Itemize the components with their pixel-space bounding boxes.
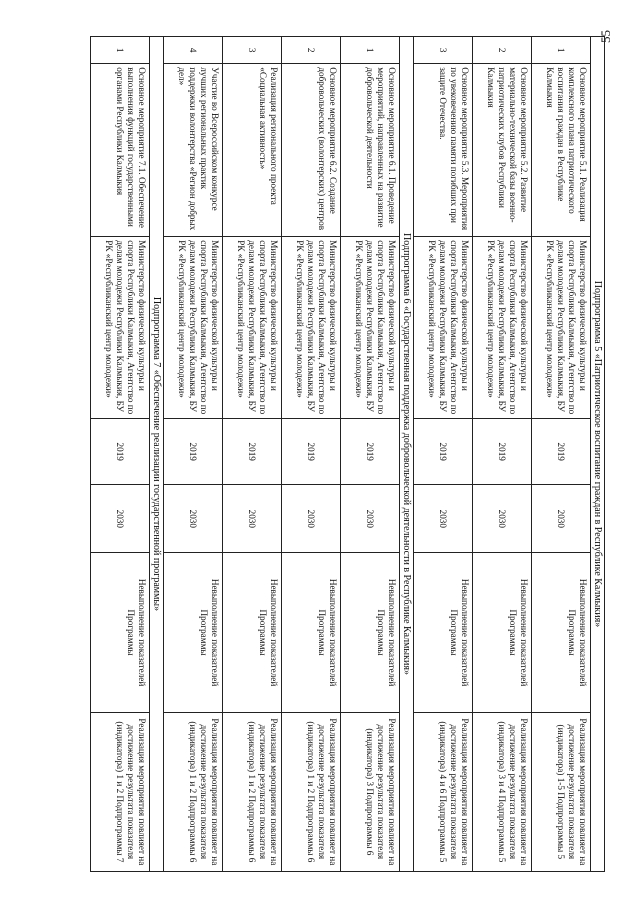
row-number: 2 bbox=[282, 37, 341, 64]
table-body bbox=[91, 37, 605, 872]
effect-cell: Невыполнение показателей Программы bbox=[282, 553, 341, 712]
measure-cell: Основное мероприятие 7.1. Обеспечение выполнения функций государственными органами Республики Калмыкия bbox=[91, 64, 150, 237]
executor-cell: Министерство физической культуры и спорта Республики Калмыкия, Агентство по делам молодежи Республики Калмыкия, БУ РК «Республиканский центр молодежи» bbox=[223, 237, 282, 419]
start-year-cell: 2019 bbox=[532, 419, 591, 485]
end-year-cell: 2030 bbox=[341, 485, 400, 553]
effect-cell: Невыполнение показателей Программы bbox=[473, 553, 532, 712]
end-year-cell: 2030 bbox=[414, 485, 473, 553]
measure-cell: Основное мероприятие 5.2. Развитие материально-технической базы военно-патриотических клубов Республики Калмыкия bbox=[473, 64, 532, 237]
page-number: 55 bbox=[598, 30, 613, 43]
end-year-cell: 2030 bbox=[282, 485, 341, 553]
measure-cell: Основное мероприятие 6.1. Проведение мероприятий, направленных на развитие добровольческой деятельности bbox=[341, 64, 400, 237]
table-row bbox=[282, 37, 341, 872]
section-title: Подпрограмма 6 «Государственная поддержка добровольческой деятельности в Республике Калмыкия» bbox=[400, 37, 414, 872]
table-row bbox=[341, 37, 400, 872]
end-year-cell: 2030 bbox=[91, 485, 150, 553]
table-row bbox=[164, 37, 223, 872]
link-cell: Реализация мероприятия повлияет на достижение результата показателя (индикатора) 1 и 2 Подпрограммы 6 bbox=[282, 712, 341, 871]
start-year-cell: 2019 bbox=[223, 419, 282, 485]
measure-cell: Участие во Всероссийском конкурсе лучших региональных практик поддержки волонтерства «Регион добрых дел» bbox=[164, 64, 223, 237]
link-cell: Реализация мероприятия повлияет на достижение результата показателя (индикатора) 1-5 Подпрограммы 5 bbox=[532, 712, 591, 871]
table-row bbox=[91, 37, 150, 872]
row-number: 1 bbox=[341, 37, 400, 64]
row-number: 1 bbox=[532, 37, 591, 64]
start-year-cell: 2019 bbox=[164, 419, 223, 485]
measure-cell: Основное мероприятие 6.2. Создание добровольческих (волонтерских) центров bbox=[282, 64, 341, 237]
executor-cell: Министерство физической культуры и спорта Республики Калмыкия, Агентство по делам молодежи Республики Калмыкия, БУ РК «Республиканский центр молодежи» bbox=[91, 237, 150, 419]
start-year-cell: 2019 bbox=[414, 419, 473, 485]
section-header-row bbox=[150, 37, 164, 872]
row-number: 1 bbox=[91, 37, 150, 64]
link-cell: Реализация мероприятия повлияет на достижение результата показателя (индикатора) 4 и 6 Подпрограммы 5 bbox=[414, 712, 473, 871]
start-year-cell: 2019 bbox=[473, 419, 532, 485]
section-header-row bbox=[400, 37, 414, 872]
link-cell: Реализация мероприятия повлияет на достижение результата показателя (индикатора) 1 и 2 Подпрограммы 6 bbox=[164, 712, 223, 871]
end-year-cell: 2030 bbox=[164, 485, 223, 553]
executor-cell: Министерство физической культуры и спорта Республики Калмыкия, Агентство по делам молодежи Республики Калмыкия, БУ РК «Республиканский центр молодежи» bbox=[532, 237, 591, 419]
effect-cell: Невыполнение показателей Программы bbox=[414, 553, 473, 712]
effect-cell: Невыполнение показателей Программы bbox=[164, 553, 223, 712]
table-row bbox=[473, 37, 532, 872]
start-year-cell: 2019 bbox=[282, 419, 341, 485]
rotated-table-container bbox=[104, 36, 605, 872]
link-cell: Реализация мероприятия повлияет на достижение результата показателя (индикатора) 1 и 2 Подпрограммы 6 bbox=[223, 712, 282, 871]
link-cell: Реализация мероприятия повлияет на достижение результата показателя (индикатора) 3 и 4 Подпрограммы 5 bbox=[473, 712, 532, 871]
measures-table bbox=[90, 36, 605, 872]
start-year-cell: 2019 bbox=[91, 419, 150, 485]
executor-cell: Министерство физической культуры и спорта Республики Калмыкия, Агентство по делам молодежи Республики Калмыкия, БУ РК «Республиканский центр молодежи» bbox=[473, 237, 532, 419]
start-year-cell: 2019 bbox=[341, 419, 400, 485]
executor-cell: Министерство физической культуры и спорта Республики Калмыкия, Агентство по делам молодежи Республики Калмыкия, БУ РК «Республиканский центр молодежи» bbox=[414, 237, 473, 419]
table-row bbox=[223, 37, 282, 872]
row-number: 3 bbox=[223, 37, 282, 64]
executor-cell: Министерство физической культуры и спорта Республики Калмыкия, Агентство по делам молодежи Республики Калмыкия, БУ РК «Республиканский центр молодежи» bbox=[341, 237, 400, 419]
effect-cell: Невыполнение показателей Программы bbox=[91, 553, 150, 712]
row-number: 4 bbox=[164, 37, 223, 64]
end-year-cell: 2030 bbox=[223, 485, 282, 553]
end-year-cell: 2030 bbox=[532, 485, 591, 553]
link-cell: Реализация мероприятия повлияет на достижение результата показателя (индикатора) 3 Подпрограммы 6 bbox=[341, 712, 400, 871]
effect-cell: Невыполнение показателей Программы bbox=[223, 553, 282, 712]
measure-cell: Основное мероприятие 5.1. Реализация комплексного плана патриотического воспитания граждан в Республике Калмыкия bbox=[532, 64, 591, 237]
effect-cell: Невыполнение показателей Программы bbox=[341, 553, 400, 712]
section-title: Подпрограмма 5 «Патриотическое воспитание граждан в Республике Калмыкия» bbox=[591, 37, 605, 872]
link-cell: Реализация мероприятия повлияет на достижение результата показателя (индикатора) 1 и 2 Подпрограммы 7 bbox=[91, 712, 150, 871]
measure-cell: Реализация регионального проекта «Социальная активность» bbox=[223, 64, 282, 237]
executor-cell: Министерство физической культуры и спорта Республики Калмыкия, Агентство по делам молодежи Республики Калмыкия, БУ РК «Республиканский центр молодежи» bbox=[164, 237, 223, 419]
section-title: Подпрограмма 7 «Обеспечение реализации государственной программы» bbox=[150, 37, 164, 872]
table-row bbox=[532, 37, 591, 872]
effect-cell: Невыполнение показателей Программы bbox=[532, 553, 591, 712]
end-year-cell: 2030 bbox=[473, 485, 532, 553]
measure-cell: Основное мероприятие 5.3. Мероприятия по увековечению памяти погибших при защите Отечества. bbox=[414, 64, 473, 237]
table-row bbox=[414, 37, 473, 872]
row-number: 3 bbox=[414, 37, 473, 64]
executor-cell: Министерство физической культуры и спорта Республики Калмыкия, Агентство по делам молодежи Республики Калмыкия, БУ РК «Республиканский центр молодежи» bbox=[282, 237, 341, 419]
row-number: 2 bbox=[473, 37, 532, 64]
section-header-row bbox=[591, 37, 605, 872]
